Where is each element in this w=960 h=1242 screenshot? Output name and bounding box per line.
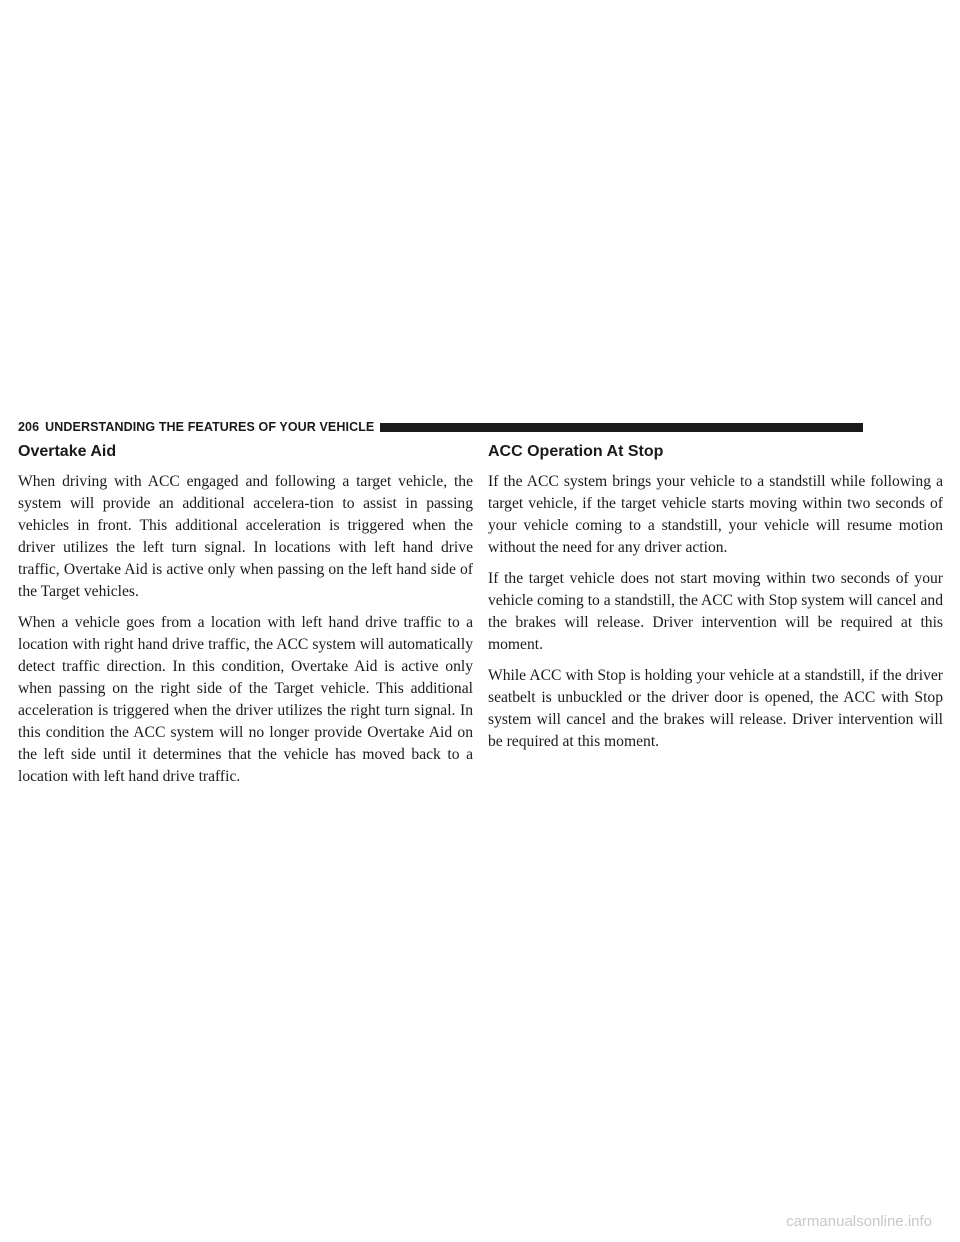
section-title: UNDERSTANDING THE FEATURES OF YOUR VEHICLE [45,420,375,434]
paragraph: When driving with ACC engaged and following a target vehicle, the system will provide an additional accelera-tion to assist in passing vehicles in front. This additional acceleration is triggered when the driver utilizes the left turn signal. In locations with left hand drive traffic, Overtake Aid is active only when passing on the left hand side of the Target vehicles. [18,473,473,600]
right-column [488,442,943,762]
page-header [18,419,863,435]
page-number: 206 [18,420,40,434]
paragraph: If the ACC system brings your vehicle to a standstill while following a target vehicle, if the target vehicle starts moving within two seconds of your vehicle coming to a standstill, your vehicle will resume motion without the need for any driver action. [488,473,943,556]
section-heading-acc-operation-at-stop: ACC Operation At Stop [488,443,664,460]
watermark: carmanualsonline.info [786,1213,932,1230]
paragraph: When a vehicle goes from a location with left hand drive traffic to a location with right hand drive traffic, the ACC system will automatically detect traffic direction. In this condition, Overtake Aid is active only when passing on the right side of the Target vehicle. This additional acceleration is triggered when the driver utilizes the right turn signal. In this condition the ACC system will no longer provide Overtake Aid on the left side until it determines that the vehicle has moved back to a location with left hand drive traffic. [18,614,473,785]
paragraph: While ACC with Stop is holding your vehicle at a standstill, if the driver seatbelt is unbuckled or the driver door is opened, the ACC with Stop system will cancel and the brakes will release. Driver intervention will be required at this moment. [488,667,943,750]
paragraph: If the target vehicle does not start moving within two seconds of your vehicle coming to a standstill, the ACC with Stop system will cancel and the brakes will release. Driver intervention will be required at this moment. [488,570,943,653]
header-rule [380,423,863,432]
left-column [18,442,473,797]
section-heading-overtake-aid: Overtake Aid [18,443,117,460]
